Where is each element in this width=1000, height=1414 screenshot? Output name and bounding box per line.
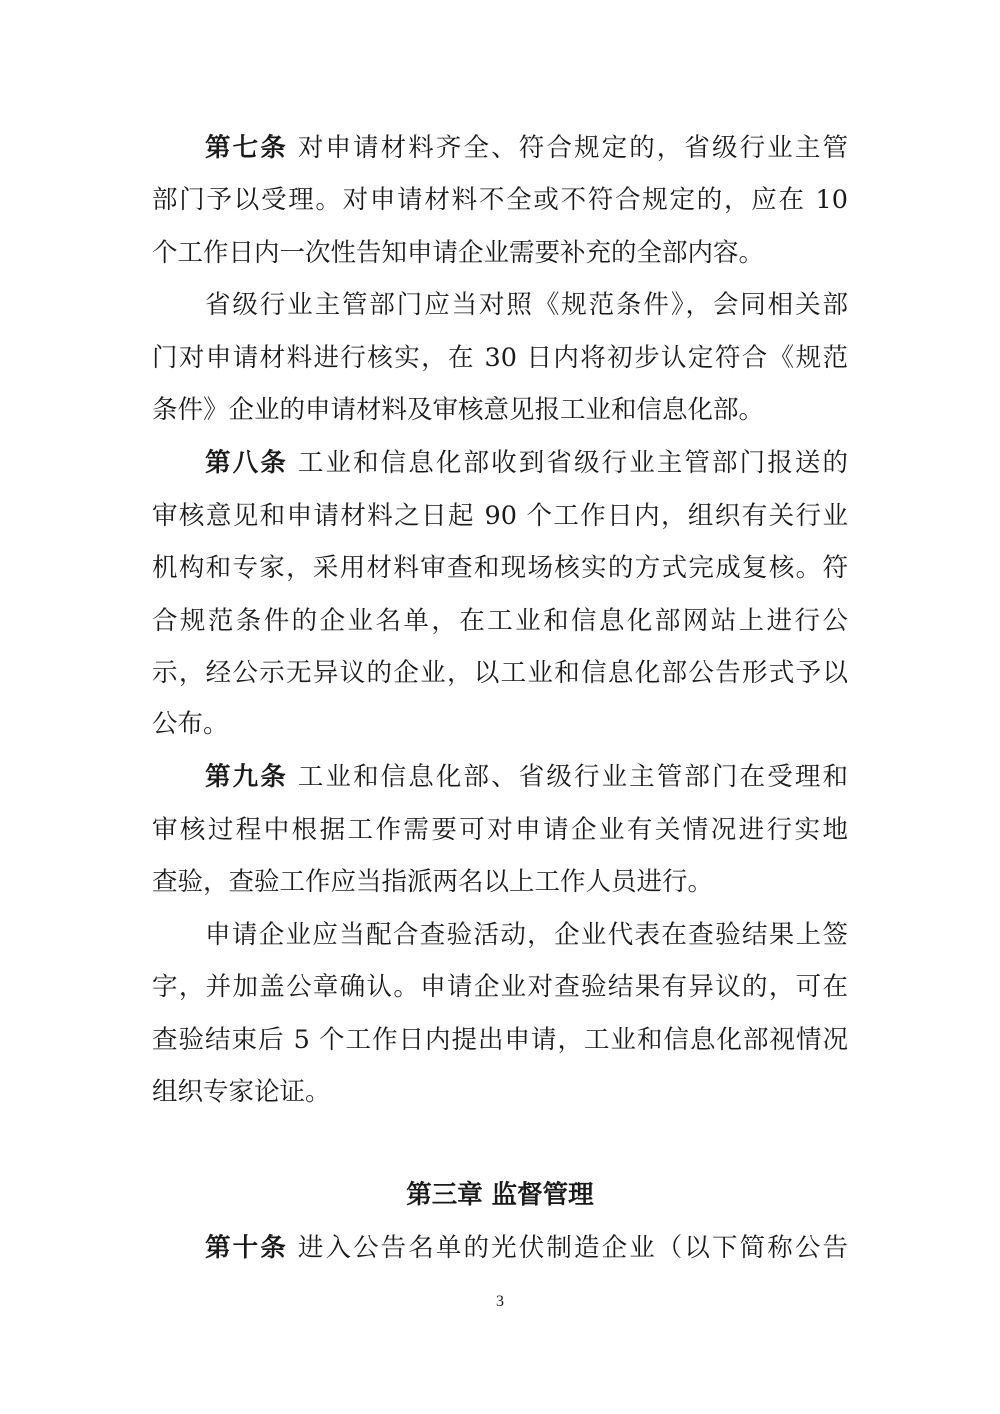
paragraph-line: [152, 704, 848, 744]
line-text: 审核意见和申请材料之日起 90 个工作日内，组织有关行业: [152, 501, 848, 531]
line-text: 进入公告名单的光伏制造企业（以下简称公告: [297, 1233, 848, 1263]
paragraph-line: [205, 915, 848, 955]
line-text: 工业和信息化部收到省级行业主管部门报送的: [297, 448, 848, 478]
chapter-heading: 第三章 监督管理: [406, 1180, 594, 1210]
line-text: 示，经公示无异议的企业，以工业和信息化部公告形式予以: [152, 658, 848, 688]
line-text: 对申请材料齐全、符合规定的，省级行业主管: [297, 133, 848, 163]
paragraph-line: [205, 1228, 848, 1268]
line-text: 合规范条件的企业名单，在工业和信息化部网站上进行公: [152, 606, 848, 636]
line-text: 工业和信息化部、省级行业主管部门在受理和: [297, 762, 848, 792]
line-text: 申请企业应当配合查验活动，企业代表在查验结果上签: [205, 920, 848, 950]
line-text: 省级行业主管部门应当对照《规范条件》，会同相关部: [205, 290, 848, 320]
paragraph-line: [152, 338, 848, 378]
line-text: 机构和专家，采用材料审查和现场核实的方式完成复核。符: [152, 553, 848, 583]
line-text: 查验，查验工作应当指派两名以上工作人员进行。: [152, 867, 714, 897]
paragraph-line: [205, 757, 848, 797]
paragraph-line: [152, 390, 848, 430]
line-text: 公布。: [152, 709, 229, 739]
line-text: 条件》企业的申请材料及审核意见报工业和信息化部。: [152, 395, 765, 425]
paragraph-line: [205, 128, 848, 168]
line-text: 查验结束后 5 个工作日内提出申请，工业和信息化部视情况: [152, 1025, 848, 1055]
paragraph-line: [152, 810, 848, 850]
paragraph-line: [152, 233, 848, 273]
paragraph-line: [152, 653, 848, 693]
paragraph-line: [152, 496, 848, 536]
line-text: 字，并加盖公章确认。申请企业对查验结果有异议的，可在: [152, 972, 848, 1002]
article-number: 第七条: [205, 133, 288, 163]
paragraph-line: [152, 967, 848, 1007]
article-number: 第八条: [205, 448, 288, 478]
line-text: 部门予以受理。对申请材料不全或不符合规定的，应在 10: [152, 185, 848, 215]
line-text: 组织专家论证。: [152, 1077, 331, 1107]
paragraph-line: [152, 180, 848, 220]
line-text: 门对申请材料进行核实，在 30 日内将初步认定符合《规范: [152, 343, 848, 373]
paragraph-line: [152, 601, 848, 641]
paragraph-line: [205, 443, 848, 483]
line-text: 个工作日内一次性告知申请企业需要补充的全部内容。: [152, 238, 765, 268]
paragraph-line: [152, 548, 848, 588]
line-text: 审核过程中根据工作需要可对申请企业有关情况进行实地: [152, 815, 848, 845]
article-number: 第十条: [205, 1233, 288, 1263]
paragraph-line: [152, 862, 848, 902]
paragraph-line: [152, 1020, 848, 1060]
paragraph-line: [152, 1072, 848, 1112]
page-number: 3: [496, 1293, 504, 1310]
paragraph-line: [205, 285, 848, 325]
article-number: 第九条: [205, 762, 288, 792]
